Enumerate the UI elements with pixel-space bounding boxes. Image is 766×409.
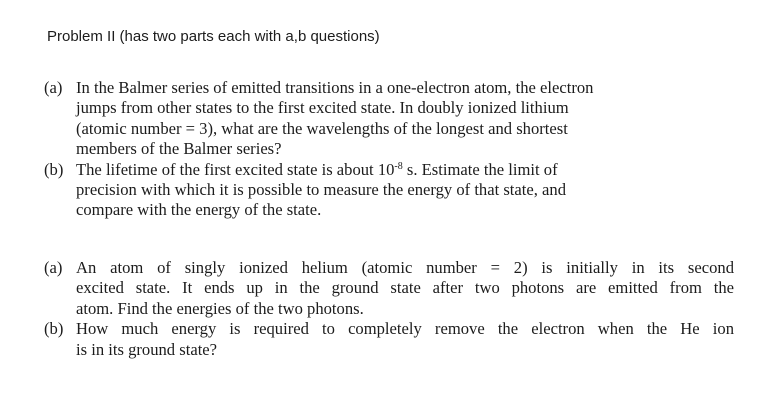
question-2b	[44, 319, 744, 360]
question-marker: (a)	[44, 258, 63, 277]
question-text	[76, 319, 734, 360]
question-line: excited state. It ends up in the ground state after two photons are emitted from the	[76, 278, 734, 298]
question-marker: (b)	[44, 319, 64, 339]
question-line: compare with the energy of the state.	[76, 200, 322, 220]
question-line: precision with which it is possible to measure the energy of that state, and	[76, 180, 567, 200]
question-marker: (b)	[44, 159, 64, 179]
question-line: jumps from other states to the first excited state. In doubly ionized lithium	[76, 98, 569, 118]
question-2a	[44, 258, 744, 319]
question-line: (atomic number = 3), what are the wavelengths of the longest and shortest	[76, 118, 568, 138]
problem-heading: Problem II (has two parts each with a,b questions)	[47, 28, 380, 45]
question-1b	[44, 160, 744, 221]
question-text	[76, 160, 566, 221]
problem-part-two	[44, 258, 744, 360]
question-line	[76, 160, 566, 180]
question-line: atom. Find the energies of the two photons.	[76, 298, 364, 318]
question-line: members of the Balmer series?	[76, 139, 282, 159]
question-line: is in its ground state?	[76, 339, 218, 359]
lifetime-text: The lifetime of the first excited state is about 10	[76, 159, 395, 179]
question-text	[76, 258, 734, 319]
question-marker: (a)	[44, 78, 63, 97]
question-line: An atom of singly ionized helium (atomic number = 2) is initially in its second	[76, 258, 734, 277]
question-line: How much energy is required to completely remove the electron when the He ion	[76, 319, 734, 339]
question-line: In the Balmer series of emitted transitions in a one-electron atom, the electron	[76, 78, 594, 97]
question-text	[76, 78, 593, 160]
exponent: -8	[394, 160, 403, 172]
lifetime-text-end: s. Estimate the limit of	[402, 159, 558, 179]
question-1a	[44, 78, 744, 160]
problem-part-one	[44, 78, 744, 221]
